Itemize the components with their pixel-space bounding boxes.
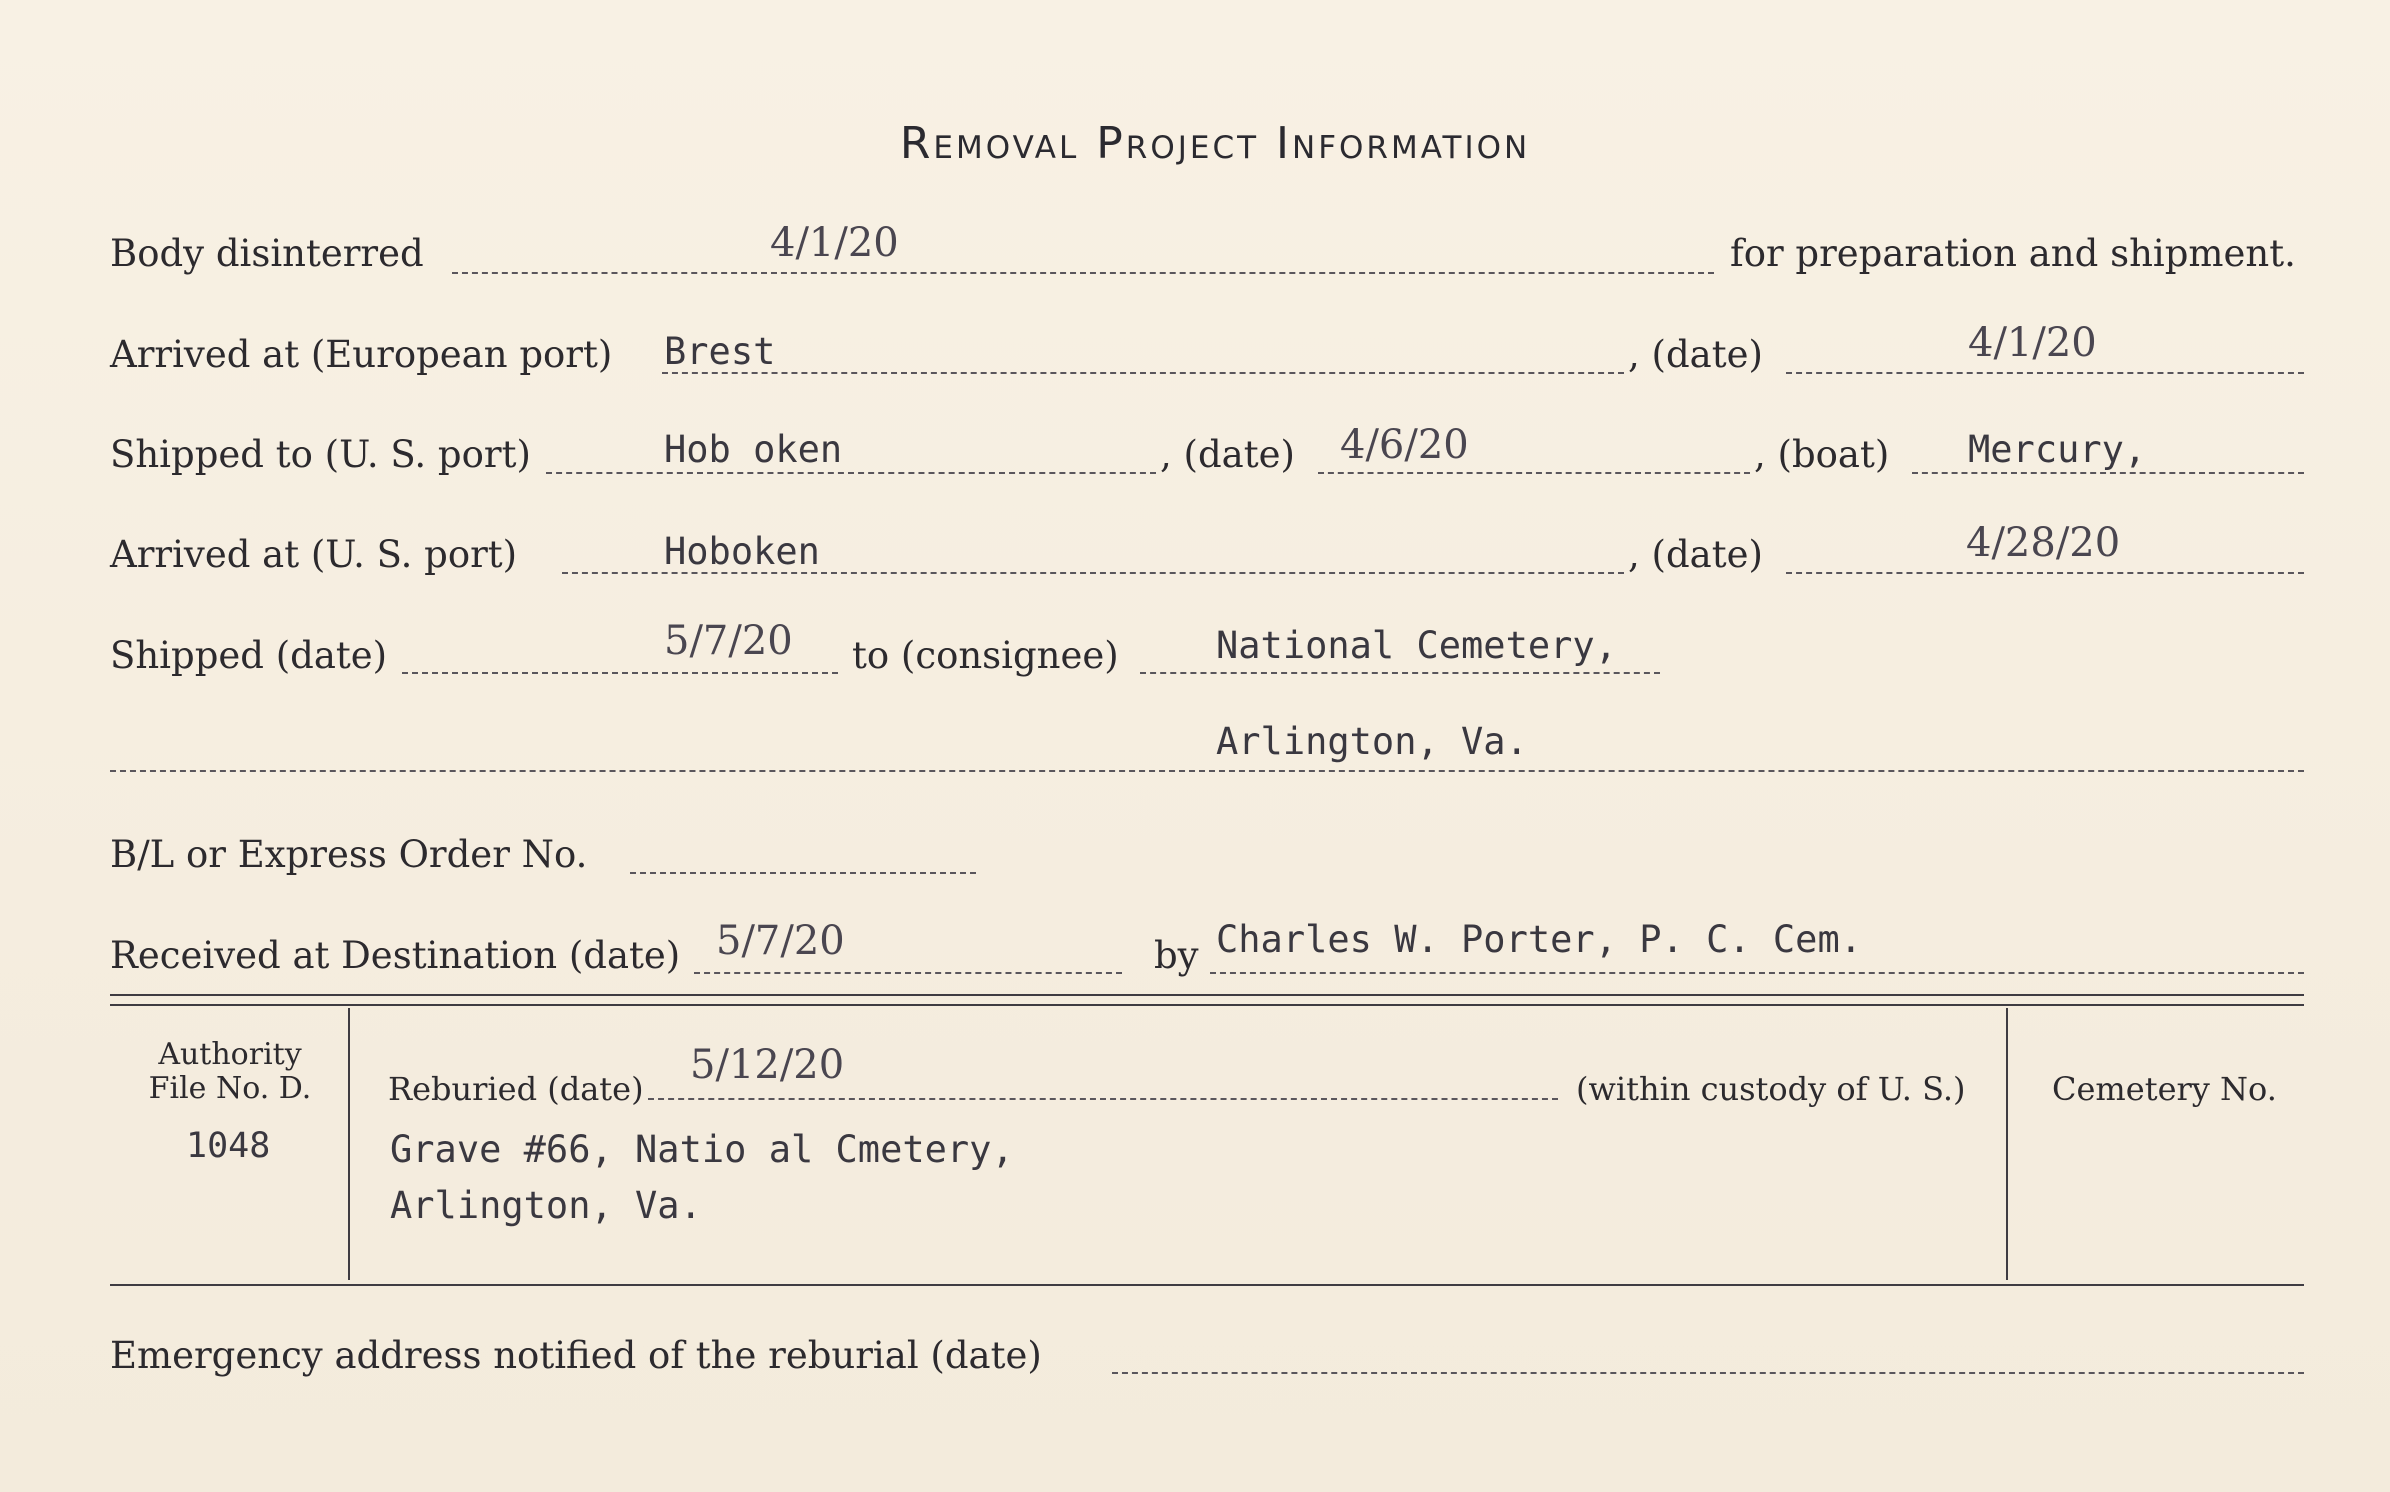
arrived-european-date: 4/1/20 <box>1968 320 2097 366</box>
shipped-us-label: Shipped to (U. S. port) <box>110 433 531 476</box>
grave-line2: Arlington, Va. <box>390 1184 702 1227</box>
shipped-date-label: Shipped (date) <box>110 634 388 677</box>
emergency-label: Emergency address notified of the reburial (date) <box>110 1334 1042 1377</box>
bl-label: B/L or Express Order No. <box>110 833 588 876</box>
shipped-us-date: 4/6/20 <box>1340 422 1469 468</box>
shipped-us-date-line <box>1318 472 1750 474</box>
box-top-rule-2 <box>110 1004 2304 1006</box>
arrived-european-date-label: , (date) <box>1628 333 1763 376</box>
card-title: Removal Project Information <box>899 118 1531 169</box>
box-top-rule <box>110 994 2304 996</box>
shipped-us-port: Hob oken <box>664 428 843 471</box>
emergency-line <box>1112 1372 2304 1374</box>
arrived-european-port: Brest <box>664 330 776 373</box>
reburied-label: Reburied (date) <box>388 1070 644 1108</box>
body-disinterred-date: 4/1/20 <box>770 220 899 266</box>
reburied-date-line <box>648 1098 1558 1100</box>
reburied-date: 5/12/20 <box>690 1042 845 1088</box>
arrived-european-date-line <box>1786 372 2304 374</box>
consignee-line <box>1140 672 1660 674</box>
consignee-line2: Arlington, Va. <box>1216 720 1528 763</box>
arrived-european-port-line <box>662 372 1624 374</box>
arrived-us-label: Arrived at (U. S. port) <box>110 533 518 576</box>
shipped-date-line <box>402 672 838 674</box>
arrived-us-port: Hoboken <box>664 530 820 573</box>
consignee-label: to (consignee) <box>852 634 1119 677</box>
custody-label: (within custody of U. S.) <box>1576 1070 1966 1108</box>
bl-line <box>630 872 976 874</box>
body-disinterred-suffix: for preparation and shipment. <box>1730 232 2296 275</box>
shipped-us-boat-line <box>1912 472 2304 474</box>
shipped-date: 5/7/20 <box>664 618 793 664</box>
body-disinterred-line <box>452 272 1714 274</box>
consignee-line1: National Cemetery, <box>1216 624 1617 667</box>
received-by-label: by <box>1154 934 1199 977</box>
consignee-line-2 <box>110 770 2304 772</box>
received-date-line <box>694 972 1122 974</box>
shipped-us-date-label: , (date) <box>1160 433 1295 476</box>
authority-label-line1: Authority <box>158 1037 302 1072</box>
shipped-us-port-line <box>546 472 1156 474</box>
grave-line1: Grave #66, Natio al Cmetery, <box>390 1128 1014 1171</box>
box-bottom-rule <box>110 1284 2304 1286</box>
box-divider-left <box>348 1008 350 1280</box>
arrived-european-label: Arrived at (European port) <box>110 333 613 376</box>
authority-label-line2: File No. D. <box>148 1071 312 1106</box>
arrived-us-date-label: , (date) <box>1628 533 1763 576</box>
authority-number: 1048 <box>186 1126 271 1166</box>
arrived-us-date-line <box>1786 572 2304 574</box>
arrived-us-date: 4/28/20 <box>1966 520 2121 566</box>
received-by: Charles W. Porter, P. C. Cem. <box>1216 918 1863 961</box>
shipped-us-boat-label: , (boat) <box>1754 433 1890 476</box>
body-disinterred-label: Body disinterred <box>110 232 424 275</box>
received-by-line <box>1210 972 2304 974</box>
received-label: Received at Destination (date) <box>110 934 681 977</box>
shipped-us-boat: Mercury, <box>1968 428 2147 471</box>
cemetery-no-label: Cemetery No. <box>2052 1070 2277 1108</box>
received-date: 5/7/20 <box>716 918 845 964</box>
box-divider-right <box>2006 1008 2008 1280</box>
